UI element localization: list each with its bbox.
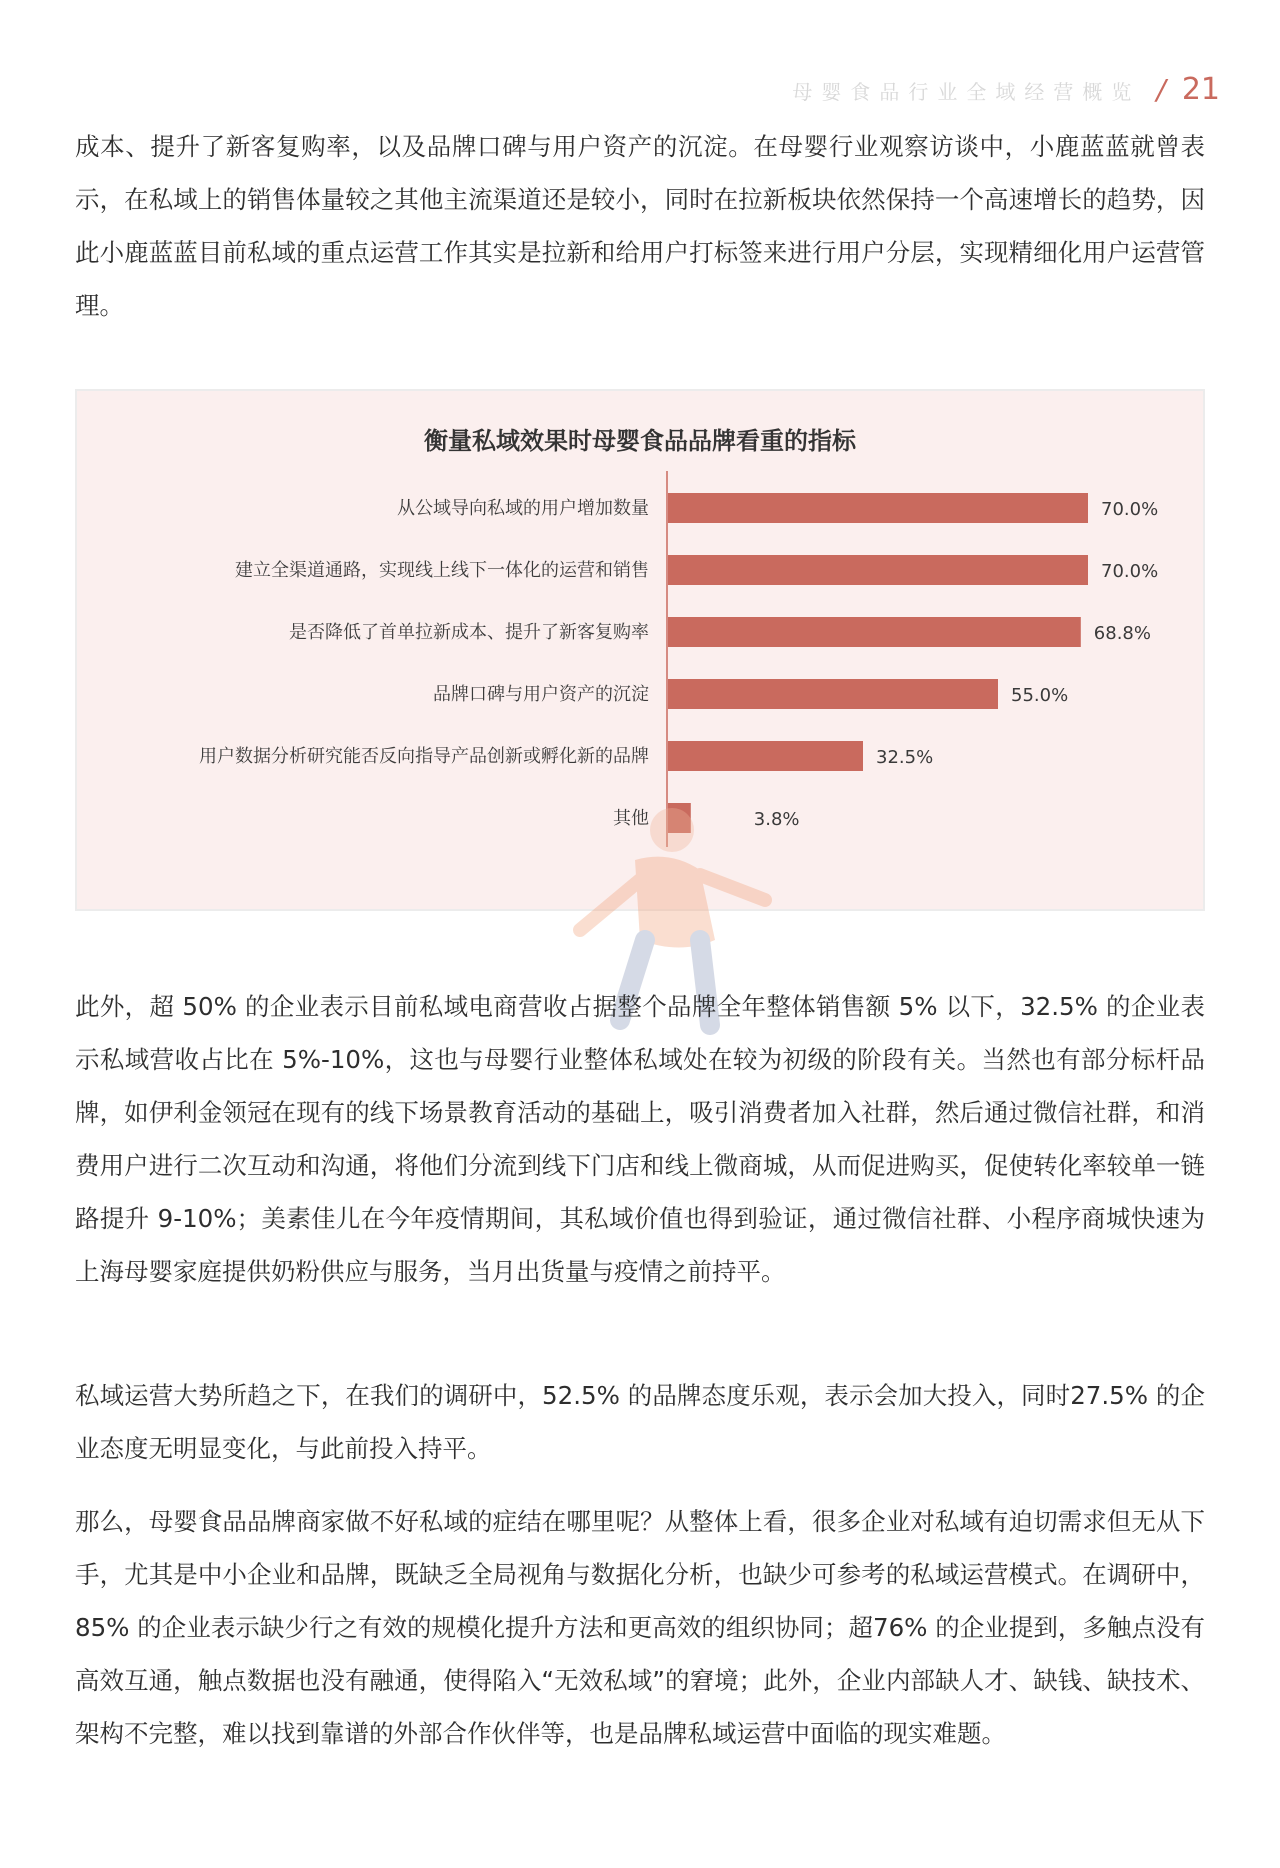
category-label: 建立全渠道通路，实现线上线下一体化的运营和销售 xyxy=(235,560,649,581)
bar xyxy=(668,493,1088,523)
category-label: 品牌口碑与用户资产的沉淀 xyxy=(433,684,649,705)
chart-title: 衡量私域效果时母婴食品品牌看重的指标 xyxy=(424,427,856,455)
page-number: 21 xyxy=(1181,72,1220,107)
paragraph-3: 私域运营大势所趋之下，在我们的调研中，52.5% 的品牌态度乐观，表示会加大投入，同时27.5% 的企业态度无明显变化，与此前投入持平。 xyxy=(75,1381,1205,1463)
value-label: 70.0% xyxy=(1101,561,1159,582)
paragraph-4: 那么，母婴食品品牌商家做不好私域的症结在哪里呢？从整体上看，很多企业对私域有迫切需求但无从下手，尤其是中小企业和品牌，既缺乏全局视角与数据化分析，也缺少可参考的私域运营模式。在调研中，85% 的企业表示缺少行之有效的规模化提升方法和更高效的组织协同；超76% 的企业提到，多触点没有高效互通，触点数据也没有融通，使得陷入“无效私域”的窘境；此外，企业内部缺人才、缺钱、缺技术、架构不完整，难以找到靠谱的外部合作伙伴等，也是品牌私域运营中面临的现实难题。 xyxy=(75,1507,1205,1748)
bar xyxy=(668,803,691,833)
category-label: 其他 xyxy=(613,808,649,829)
value-label: 55.0% xyxy=(1011,685,1069,706)
value-label: 68.8% xyxy=(1093,623,1151,644)
value-label: 70.0% xyxy=(1101,499,1159,520)
category-label: 是否降低了首单拉新成本、提升了新客复购率 xyxy=(289,622,649,643)
paragraph-2: 此外，超 50% 的企业表示目前私域电商营收占据整个品牌全年整体销售额 5% 以下，32.5% 的企业表示私域营收占比在 5%-10%，这也与母婴行业整体私域处在较为初级的阶段有关。当然也有部分标杆品牌，如伊利金领冠在现有的线下场景教育活动的基础上，吸引消费者加入社群，然后通过微信社群，和消费用户进行二次互动和沟通，将他们分流到线下门店和线上微商城，从而促进购买，促使转化率较单一链路提升 9-10%；美素佳儿在今年疫情期间，其私域价值也得到验证，通过微信社群、小程序商城快速为上海母婴家庭提供奶粉供应与服务，当月出货量与疫情之前持平。 xyxy=(75,992,1205,1286)
section-title: 母婴食品行业全域经营概览 xyxy=(792,80,1141,104)
bar xyxy=(668,555,1088,585)
value-label: 32.5% xyxy=(876,747,934,768)
category-label: 从公域导向私域的用户增加数量 xyxy=(397,498,649,519)
bar xyxy=(668,617,1081,647)
bar xyxy=(668,741,863,771)
bar xyxy=(668,679,998,709)
page-header xyxy=(792,72,1220,107)
paragraph-1: 成本、提升了新客复购率，以及品牌口碑与用户资产的沉淀。在母婴行业观察访谈中，小鹿蓝蓝就曾表示，在私域上的销售体量较之其他主流渠道还是较小，同时在拉新板块依然保持一个高速增长的趋势，因此小鹿蓝蓝目前私域的重点运营工作其实是拉新和给用户打标签来进行用户分层，实现精细化用户运营管理。 xyxy=(75,132,1205,320)
header-slash: / xyxy=(1156,73,1166,106)
value-label: 3.8% xyxy=(753,809,800,830)
category-label: 用户数据分析研究能否反向指导产品创新或孵化新的品牌 xyxy=(199,746,649,767)
chart-container xyxy=(75,389,1205,911)
bar-chart xyxy=(77,391,1203,909)
